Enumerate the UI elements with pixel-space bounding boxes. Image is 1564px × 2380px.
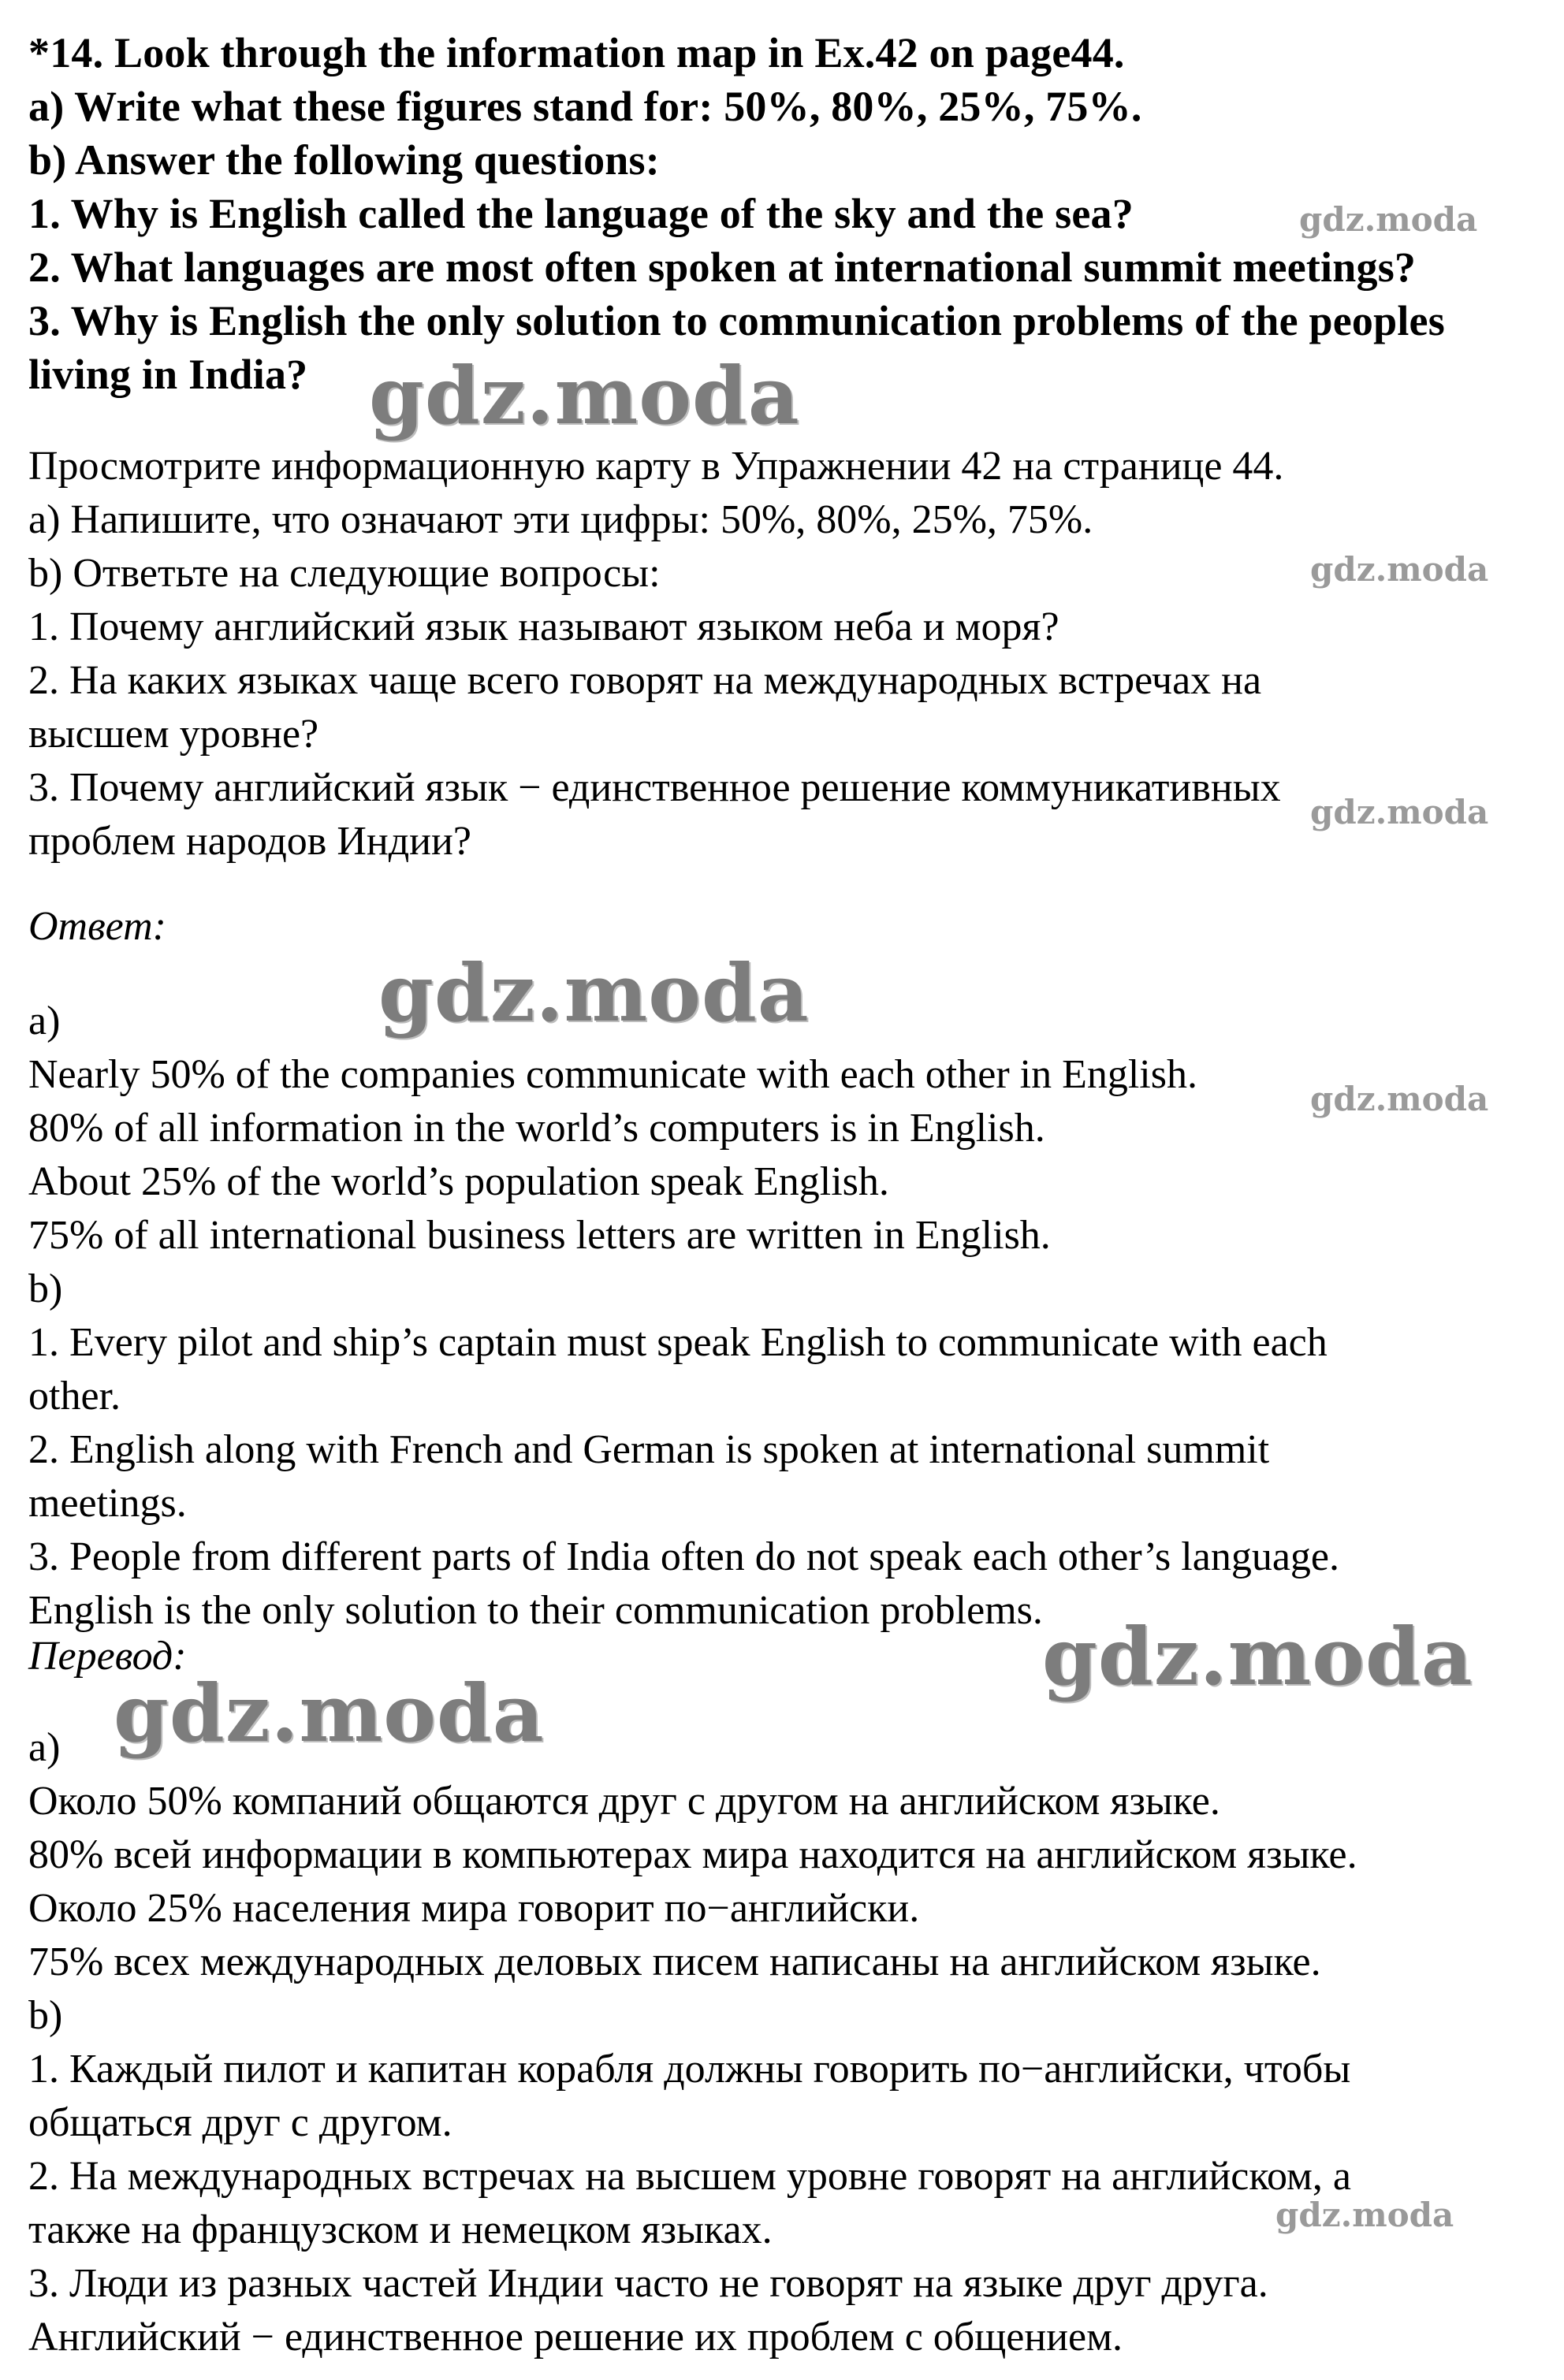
task-line: 2. What languages are most often spoken at international summit meetings? bbox=[28, 244, 1417, 291]
translation-task-line: 1. Почему английский язык называют языком неба и моря? bbox=[28, 604, 1059, 649]
translation-line: 2. На международных встречах на высшем уровне говорят на английском, а bbox=[28, 2154, 1351, 2199]
watermark: gdz.moda bbox=[1275, 2196, 1454, 2234]
translation-task-line: a) Напишите, что означают эти цифры: 50%, 80%, 25%, 75%. bbox=[28, 497, 1093, 542]
watermark: gdz.moda bbox=[369, 349, 800, 442]
translation-heading: Перевод: bbox=[28, 1634, 187, 1679]
watermark: gdz.moda bbox=[1310, 793, 1489, 831]
answer-line: Nearly 50% of the companies communicate with each other in English. bbox=[28, 1052, 1197, 1097]
translation-task-line: высшем уровне? bbox=[28, 712, 319, 757]
translation-task-line: 2. На каких языках чаще всего говорят на международных встречах на bbox=[28, 658, 1262, 703]
task-line: living in India? bbox=[28, 351, 308, 398]
answer-line: meetings. bbox=[28, 1481, 187, 1526]
answer-heading: Ответ: bbox=[28, 904, 166, 949]
watermark: gdz.moda bbox=[1310, 550, 1489, 589]
answer-line: a) bbox=[28, 998, 61, 1043]
answer-line: 3. People from different parts of India often do not speak each other’s language. bbox=[28, 1534, 1339, 1579]
translation-line: b) bbox=[28, 1993, 63, 2038]
translation-task-line: b) Ответьте на следующие вопросы: bbox=[28, 551, 661, 596]
translation-line: 80% всей информации в компьютерах мира находится на английском языке. bbox=[28, 1832, 1357, 1877]
task-line: a) Write what these figures stand for: 50%, 80%, 25%, 75%. bbox=[28, 83, 1142, 130]
task-line: *14. Look through the information map in Ex.42 on page44. bbox=[28, 29, 1125, 76]
translation-line: Около 25% населения мира говорит по−английски. bbox=[28, 1886, 920, 1931]
translation-line: Около 50% компаний общаются друг с другом на английском языке. bbox=[28, 1779, 1220, 1824]
task-line: 1. Why is English called the language of the sky and the sea? bbox=[28, 190, 1134, 237]
watermark: gdz.moda bbox=[114, 1667, 545, 1760]
answer-line: 2. English along with French and German is spoken at international summit bbox=[28, 1427, 1270, 1472]
watermark: gdz.moda bbox=[1299, 200, 1478, 239]
answer-line: 75% of all international business letters are written in English. bbox=[28, 1213, 1051, 1258]
translation-line: 3. Люди из разных частей Индии часто не говорят на языке друг друга. bbox=[28, 2261, 1268, 2306]
translation-task-line: 3. Почему английский язык − единственное решение коммуникативных bbox=[28, 765, 1281, 810]
translation-task-line: Просмотрите информационную карту в Упражнении 42 на странице 44. bbox=[28, 444, 1284, 489]
task-line: b) Answer the following questions: bbox=[28, 136, 660, 184]
translation-line: 75% всех международных деловых писем написаны на английском языке. bbox=[28, 1939, 1321, 1984]
watermark: gdz.moda bbox=[1310, 1080, 1489, 1118]
translation-task-line: проблем народов Индии? bbox=[28, 819, 471, 864]
translation-line: общаться друг с другом. bbox=[28, 2100, 452, 2145]
watermark: gdz.moda bbox=[378, 946, 810, 1039]
answer-line: English is the only solution to their communication problems. bbox=[28, 1588, 1043, 1633]
answer-line: other. bbox=[28, 1374, 121, 1419]
watermark: gdz.moda bbox=[1042, 1610, 1473, 1703]
translation-line: Английский − единственное решение их проблем с общением. bbox=[28, 2315, 1123, 2360]
answer-line: b) bbox=[28, 1266, 63, 1311]
task-line: 3. Why is English the only solution to communication problems of the peoples bbox=[28, 297, 1445, 344]
translation-line: a) bbox=[28, 1725, 61, 1770]
answer-line: About 25% of the world’s population speak English. bbox=[28, 1159, 889, 1204]
answer-line: 1. Every pilot and ship’s captain must speak English to communicate with each bbox=[28, 1320, 1328, 1365]
translation-line: 1. Каждый пилот и капитан корабля должны говорить по−английски, чтобы bbox=[28, 2047, 1351, 2092]
answer-line: 80% of all information in the world’s computers is in English. bbox=[28, 1106, 1045, 1151]
translation-line: также на французском и немецком языках. bbox=[28, 2207, 773, 2252]
